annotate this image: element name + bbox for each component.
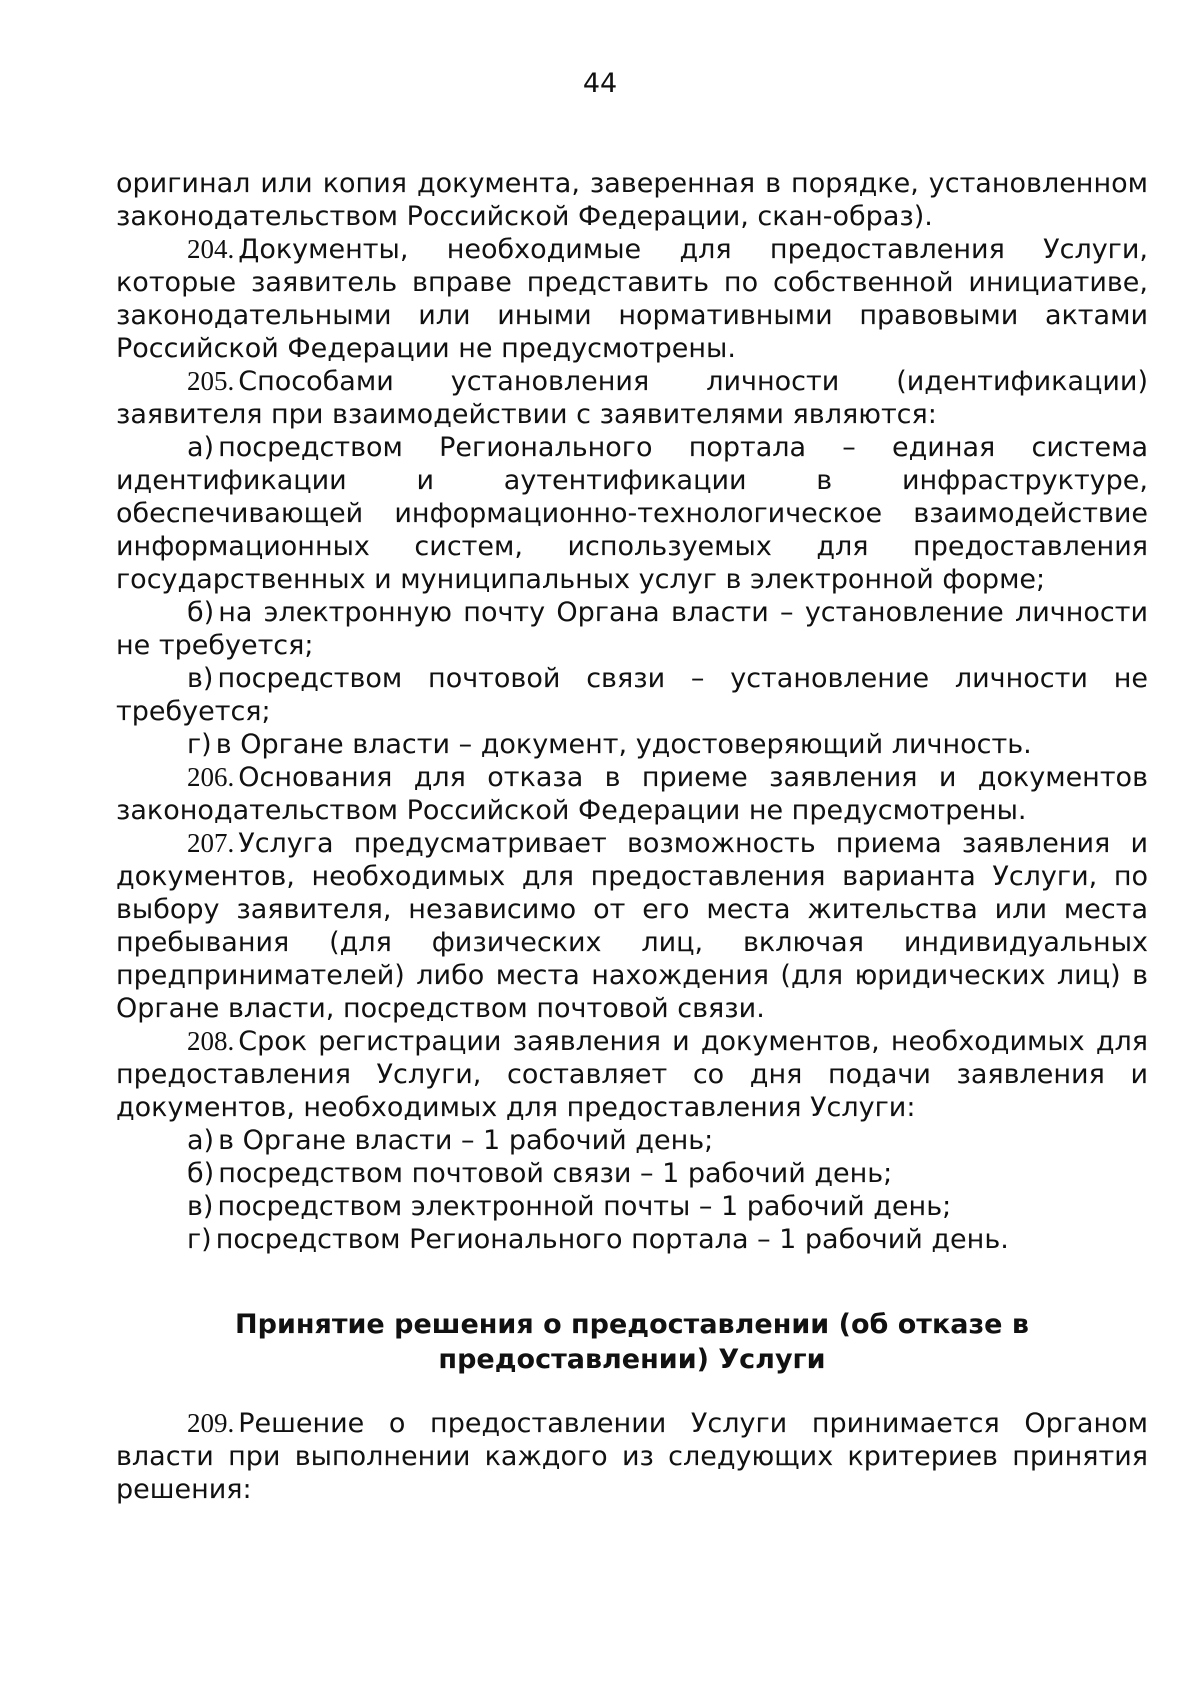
- paragraph-number: 204.: [187, 234, 235, 264]
- paragraph-204: 204. Документы, необходимые для предоставления Услуги, которые заявитель вправе представить по собственной инициативе, законодательными или иными нормативными правовыми актами Российской Федерации не предусмотрены.: [116, 234, 1148, 364]
- page-content: [116, 167, 1148, 1506]
- section-heading: Принятие решения о предоставлении (об отказе в предоставлении) Услуги: [235, 1309, 1029, 1375]
- list-marker: в): [187, 663, 214, 694]
- list-item-a: а) посредством Регионального портала – единая система идентификации и аутентификации в инфраструктуре, обеспечивающей информационно-технологическое взаимодействие информационных систем, используемых для предоставления государственных и муниципальных услуг в электронной форме;: [116, 432, 1148, 595]
- paragraph-number: 209.: [187, 1408, 235, 1438]
- list-item-a: а) в Органе власти – 1 рабочий день;: [187, 1125, 714, 1156]
- paragraph-number: 206.: [187, 762, 235, 792]
- paragraph-number: 208.: [187, 1026, 235, 1056]
- paragraph-continuation: оригинал или копия документа, заверенная в порядке, установленном законодательством Российской Федерации, скан-образ).: [116, 168, 1148, 232]
- paragraph-206: 206. Основания для отказа в приеме заявления и документов законодательством Российской Федерации не предусмотрены.: [116, 762, 1148, 826]
- paragraph-209: 209. Решение о предоставлении Услуги принимается Органом власти при выполнении каждого из следующих критериев принятия решения:: [116, 1408, 1148, 1505]
- list-marker: а): [187, 432, 215, 463]
- list-item-g: г) посредством Регионального портала – 1 рабочий день.: [187, 1224, 1009, 1255]
- list-item-b: б) посредством почтовой связи – 1 рабочий день;: [187, 1158, 893, 1189]
- list-marker: б): [187, 597, 215, 628]
- list-marker: г): [187, 1224, 212, 1255]
- list-marker: а): [187, 1125, 215, 1156]
- paragraph-number: 207.: [187, 828, 235, 858]
- list-item-v: в) посредством почтовой связи – установление личности не требуется;: [116, 663, 1148, 727]
- list-item-g: г) в Органе власти – документ, удостоверяющий личность.: [187, 729, 1032, 760]
- list-marker: б): [187, 1158, 215, 1189]
- page-number: 44: [582, 68, 618, 99]
- list-marker: в): [187, 1191, 214, 1222]
- paragraph-208: 208. Срок регистрации заявления и документов, необходимых для предоставления Услуги, составляет со дня подачи заявления и документов, необходимых для предоставления Услуги:: [116, 1026, 1148, 1123]
- list-marker: г): [187, 729, 212, 760]
- paragraph-number: 205.: [187, 366, 235, 396]
- list-item-b: б) на электронную почту Органа власти – установление личности не требуется;: [116, 597, 1148, 661]
- paragraph-207: 207. Услуга предусматривает возможность приема заявления и документов, необходимых для предоставления варианта Услуги, по выбору заявителя, независимо от его места жительства или места пребывания (для физических лиц, включая индивидуальных предпринимателей) либо места нахождения (для юридических лиц) в Органе власти, посредством почтовой связи.: [116, 828, 1148, 1024]
- paragraph-205: 205. Способами установления личности (идентификации) заявителя при взаимодействии с заявителями являются:: [116, 366, 1148, 430]
- list-item-v: в) посредством электронной почты – 1 рабочий день;: [187, 1191, 952, 1222]
